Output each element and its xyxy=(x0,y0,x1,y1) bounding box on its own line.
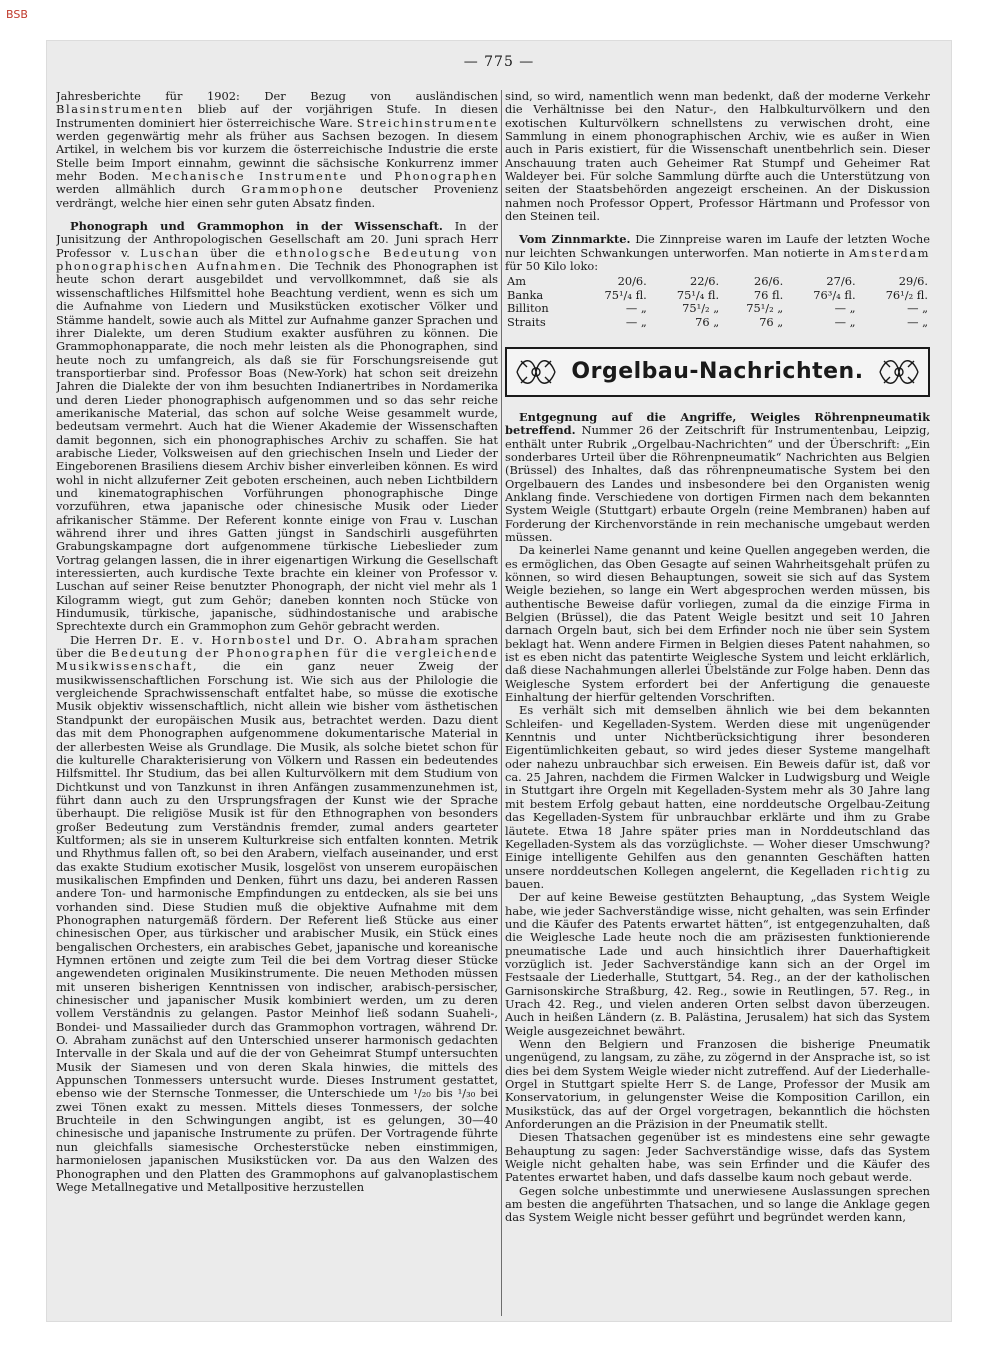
price-cell: 76 fl. xyxy=(753,287,784,302)
price-table-header-cell: 22/6. xyxy=(689,274,720,289)
price-cell: 76 „ xyxy=(695,314,720,329)
text-run: Jahresberichte für 1902: Der Bezug von ausländischen xyxy=(56,90,498,103)
text-run: zu bauen. xyxy=(505,863,930,891)
price-cell: 76 „ xyxy=(759,314,784,329)
emphasis-run: Mechanische Instrumente xyxy=(151,169,348,184)
emphasis-run: richtig xyxy=(860,863,911,878)
text-run: deutscher Provenienz verdrängt, welche hier einen sehr guten Absatz finden. xyxy=(56,182,498,210)
emphasis-run: Luschan xyxy=(140,245,200,260)
text-run: Diesen Thatsachen gegenüber ist es mindestens eine sehr gewagte Behauptung zu sagen: Jeder Sachverständige wisse, dafs das System Weigle nicht gehalten habe, was sein Erfinder und die Käufer des Patentes erwartet haben, und dafs dasselbe kaum noch gebaut werde. xyxy=(505,1130,930,1185)
text-run: Die Herren xyxy=(70,632,142,647)
price-cell: — „ xyxy=(907,314,928,329)
newspaper-page xyxy=(46,40,952,1322)
price-cell: 75¹/₂ „ xyxy=(682,301,720,316)
table-row xyxy=(505,316,930,329)
paragraph xyxy=(505,544,930,704)
emphasis-run: Dr. O. Abraham xyxy=(324,632,440,647)
price-cell: — „ xyxy=(834,301,856,316)
text-run: In der Junisitzung der Anthropologischen Gesellschaft am 20. Juni sprach Herr Professor v. xyxy=(56,219,498,260)
text-run: sprachen über die xyxy=(56,632,498,661)
text-run: die ein ganz neuer Zweig der musikwissenschaftlichen Forschung ist. Wie sich aus der Philologie die vergleichende Sprachwissenschaft entfaltet habe, so müsse die exotische Musik objektiv wissenschaftlich, nicht allein wie bisher vom ästhetischen Standpunkt der europäischen Musik aus, betrachtet werden. Dazu dient das mit dem Phonographen aufgenommene dokumentarische Material in der allerbesten Weise als Grundlage. Die Musik, als solche bietet schon für die kulturelle Charakterisierung von Völkern und Rassen ein bedeutendes Hilfsmittel. Ihr Studium, das bei allen Kulturvölkern mit dem Studium von Dichtkunst und von Tanzkunst in ihren Anfängen zusammenzunehmen ist, führt dann auch zu den Ursprungsfragen der Kunst wie der Sprache überhaupt. Die religiöse Musik ist für den Ethnographen von besonders großer Bedeutung zum Verständnis fremder, zumal anders gearteter Kultformen; als sie in unserem Kulturkreise sich entfalten konnten. Metrik und Rhythmus fallen oft, so bei den Arabern, vielfach auseinander, und erst das exakte Studium exotischer Musik, losgelöst von unserem europäischen musikalischen Empfinden und Denken, führt uns dazu, bei anderen Rassen andere Ton- und harmonische Empfindungen zu entdecken, als sie bei uns vorhanden sind. Diese Studien muß die objektive Aufnahme mit dem Phonographen naturgemäß fördern. Der Referent ließ Stücke aus einer chinesischen Oper, aus türkischer und arabischer Musik, ein Stück eines bengalischen Orchesters, ein arabisches Gebet, japanische und koreanische Hymnen ertönen und zeigte zum Teil die bei dem Vortrag dieser Stücke angewendeten originalen Musikinstrumente. Die neuen Methoden müssen mit unseren bisherigen Kenntnissen von indischer, arabisch-persischer, chinesischer und japanischer Musik kombiniert werden, um zu deren vollem Verständnis zu gelangen. Pastor Meinhof ließ sodann Suaheli-, Bondei- und Massailieder durch das Grammophon vortragen, während Dr. O. Abraham zunächst auf den Unterschied unserer harmonisch gedachten Intervalle in der Skala und auf die der von Geheimrat Stumpf untersuchten Musik der Siamesen und von deren Skala hinwies, die mittels des Appunschen Tonmessers untersucht wurde. Dieses Instrument gestattet, ebenso wie der Sternsche Tonmesser, die Unterschiede um ¹/₂₀ bis ¹/₃₀ bei zwei Tönen exakt zu messen. Mittels dieses Tonmessers, der solche Bruchteile in den Schwingungen angibt, ist es gelungen, 30—40 chinesische und japanische Instrumente zu prüfen. Der Vortragende führte nun gleichfalls siamesische Orchesterstücke neben einstimmigen, harmonielosen japanischen Musikstücken vor. Da aus den Walzen des Phonographen und den Platten des Grammophons auf galvanoplastischem Wege Metallnegative und Metallpositive herzustellen xyxy=(56,659,498,1194)
text-run: werden allmählich durch xyxy=(56,182,242,197)
article-phonograph xyxy=(56,220,498,634)
text-run: Wenn den Belgiern und Franzosen die bisherige Pneumatik ungenügend, zu langsam, zu zähe, zu zögernd in der Ansprache ist, so ist dies bei dem System Weigle wieder nicht zutreffend. Auf der Liederhalle-Orgel in Stuttgart spielte Herr S. de Lange, Professor der Musik am Konservatorium, in gelungenster Weise die Komposition Carillon, ein Musikstück, das auf der Orgel vorgetragen, bekanntlich die höchsten Anforderungen an die Präzision in der Pneumatik stellt. xyxy=(505,1037,930,1132)
price-cell: — „ xyxy=(907,301,928,316)
price-table-header-cell: Am xyxy=(507,274,527,289)
emphasis-run: Dr. E. v. Hornbostel xyxy=(141,632,292,647)
emphasis-run: Amsterdam xyxy=(849,245,930,260)
section-title: Orgelbau-Nachrichten. xyxy=(571,359,864,385)
right-column xyxy=(505,90,930,1316)
table-row xyxy=(505,289,930,302)
text-run: Die Zinnpreise waren im Laufe der letzten Woche nur leichten Schwankungen unterworfen. Man notierte in xyxy=(505,232,930,260)
headline-run: Phonograph und Grammophon in der Wissenschaft. xyxy=(70,219,443,234)
ornament-left-icon xyxy=(513,353,559,391)
price-cell: Straits xyxy=(507,314,546,329)
emphasis-run: Streichinstrumente xyxy=(356,115,498,130)
section-banner xyxy=(505,347,930,397)
paragraph xyxy=(505,90,930,223)
price-cell: — „ xyxy=(625,301,647,316)
price-cell: Billiton xyxy=(507,301,549,316)
text-run: und xyxy=(347,169,395,184)
paragraph xyxy=(505,891,930,1038)
text-run: Nummer 26 der Zeitschrift für Instrumentenbau, Leipzig, enthält unter Rubrik „Orgelbau-Nachrichten“ und der Überschrift: „Ein sonderbares Urteil über die Röhrenpneumatik“ Nachrichten aus Belgien (Brüssel) des Inhaltes, daß das röhrenpneumatische System bei den Orgelbauern des Landes und insbesondere bei den Organisten wenig Anklang finde. Verschiedene von dortigen Firmen nach dem bekannten System Weigle (Stuttgart) erbaute Orgeln (reine Membranen) haben auf Forderung der Kirchenvorstände in rein mechanische umgebaut werden müssen. xyxy=(505,423,930,544)
emphasis-run: Phonographen xyxy=(394,169,498,184)
emphasis-run: Blasinstrumenten xyxy=(56,102,184,117)
text-run: Der auf keine Beweise gestützten Behauptung, „das System Weigle habe, wie jeder Sachverständige wisse, nicht gehalten, was sein Erfinder und die Käufer des Patents erwartet hätten“, ist entgegenzuhalten, daß die Weiglesche Lade heute noch die am präzisesten funktionierende pneumatische Lade und auch hinsichtlich ihrer Dauerhaftigkeit vorzüglich ist. Jeder Sachverständige kann sich an der Orgel im Festsaale der Liederhalle, Stuttgart, 54. Reg., an der der katholischen Garnisonskirche Straßburg, 42. Reg., sowie in Reutlingen, 57. Reg., in Urach 42. Reg., und vielen anderen Orten selbst davon überzeugen. Auch in heißen Ländern (z. B. Palästina, Jerusalem) hat sich das System Weigle ausgezeichnet bewährt. xyxy=(505,890,930,1038)
price-cell: — „ xyxy=(834,314,856,329)
price-cell: 75¹/₄ fl. xyxy=(676,287,720,302)
headline-run: Entgegnung auf die Angriffe, Weigles Röhrenpneumatik betreffend. xyxy=(505,409,930,438)
ornament-right-icon xyxy=(876,353,922,391)
text-run: und xyxy=(291,632,325,647)
left-column xyxy=(56,90,498,1316)
paragraph xyxy=(56,90,498,210)
text-run: für 50 Kilo loko: xyxy=(505,259,599,274)
text-run: Gegen solche unbestimmte und unerwiesene Auslassungen sprechen am besten die angeführten Thatsachen, und so lange die Anklage gegen das System Weigle nicht besser geführt und begründet werden kann, xyxy=(505,1183,930,1225)
price-table-header-cell: 29/6. xyxy=(898,274,928,289)
article-zinnmarkt xyxy=(505,233,930,273)
emphasis-run: Grammophone xyxy=(241,182,345,197)
table-row xyxy=(505,302,930,315)
library-mark: BSB xyxy=(6,8,28,21)
price-cell: 76¹/₂ fl. xyxy=(885,287,928,302)
price-table-header-cell: 26/6. xyxy=(754,274,784,289)
headline-run: Vom Zinnmarkte. xyxy=(519,232,631,247)
text-run: Da keinerlei Name genannt und keine Quellen angegeben werden, die es ermöglichen, das Oben Gesagte auf seinen Wahrheitsgehalt prüfen zu können, so wird diesen Behauptungen, soweit sie sich auf das System Weigle beziehen, so lange ein Wert abgesprochen werden müssen, bis authentische Beweise dafür vorliegen, zumal da die einzige Firma in Belgien (Brüssel), die das Patent Weigle besitzt und seit 10 Jahren darnach Orgeln baut, sich bei dem Erfinder noch nie über sein System beklagt hat. Wenn andere Firmen in Belgien dieses Patent nahahmen, so ist es eben nicht das patentirte Weiglesche System und leicht erklärlich, daß diese Nachahmungen allerlei Übelstände zur Folge haben. Denn das Weiglesche System erfordert bei der Anfertigung die genaueste Einhaltung der hierfür geltenden Vorschriften. xyxy=(505,543,930,705)
emphasis-run: Bedeutung der Phonographen für die vergleichende Musikwissenschaft, xyxy=(56,646,498,674)
page-number: — 775 — xyxy=(463,54,535,70)
paragraph xyxy=(505,1131,930,1184)
paragraph xyxy=(56,634,498,1194)
price-cell: 75¹/₂ „ xyxy=(746,301,784,316)
text-run: blieb auf der vorjährigen Stufe. In diesen Instrumenten dominiert hier österreichische Ware. xyxy=(56,102,498,130)
price-cell: — „ xyxy=(625,314,647,329)
text-run: werden gegenwärtig mehr als früher aus Sachsen bezogen. In diesem Artikel, in welchem bis vor kurzem die österreichische Industrie die erste Stelle beim Import einnahm, gewinnt die sächsische Konkurrenz immer mehr Boden. xyxy=(56,129,498,184)
paragraph xyxy=(505,1185,930,1225)
article-orgelbau xyxy=(505,411,930,544)
price-cell: 76³/₄ fl. xyxy=(813,287,856,302)
text-run: sind, so wird, namentlich wenn man bedenkt, daß der moderne Verkehr die Verhältnisse bei den Natur-, den Halbkulturvölkern und den exotischen Kulturvölkern schnellstens zu verwischen droht, eine Sammlung in einem phonographischen Archiv, wie es außer in Wien auch in Paris existiert, für die Wissenschaft unentbehrlich sein. Dieser Anschauung traten auch Geheimer Rat Stumpf und Geheimer Rat Waldeyer bei. Für solche Sammlung dürfte auch die Unterstützung von seiten der Staatsbehörden angezeigt erscheinen. An der Diskussion nahmen noch Professor Oppert, Professor Härtmann und Professor von den Steinen teil. xyxy=(505,90,930,224)
paragraph xyxy=(505,1038,930,1131)
price-table-body xyxy=(505,289,930,329)
text-run: Die Technik des Phonographen ist heute schon derart ausgebildet und vervollkommnet, daß sie als wissenschaftliches Hilfsmittel hohe Beachtung verdient, wenn es sich um die Aufnahme von Liedern und Musikstücken exotischer Völker und Stämme handelt, sowie auch als Mittel zur Aufnahme ganzer Sprachen und ihrer Dialekte, um deren Studium exakter ausführen zu können. Die Grammophonapparate, die noch mehr leisten als die Phonographen, sind heute noch zu umfangreich, als daß sie für Forschungsreisende gut transportierbar sind. Professor Boas (New-York) hat schon seit dreizehn Jahren die Dialekte der von ihm besuchten Indianertribes in Nordamerika und deren Lieder phonographisch aufgenommen und so das sehr reiche amerikanische Material, das schon auf solche Weise gesammelt wurde, bedeutsam vermehrt. Auch hat die Wiener Akademie der Wissenschaften damit begonnen, sich ein phonographisches Archiv zu schaffen. Sie hat arabische Lieder, Volksweisen auf den griechischen Inseln und Lieder der Eingeborenen Brasiliens diesem Archiv bisher einverleiben können. Es wird wohl in nicht allzuferner Zeit geboten erscheinen, auch neben Lichtbildern und kinematographischen Vorführungen phonographische Dinge vorzuführen, etwa japanische oder chinesische Musik oder Lieder afrikanischer Stämme. Der Referent konnte einige von Frau v. Luschan während ihrer und ihres Gatten jüngst in Sandschirli ausgeführten Grabungskampagne dort aufgenommene türkische Liebeslieder zum Vortrag gelangen lassen, die in ihrer eigenartigen Wirkung die Gesellschaft interessierten, auch kurdische Texte brachte ein kleiner von Professor v. Luschan auf seiner Reise benutzter Phonograph, der nicht viel mehr als 1 Kilogramm wiegt, gut zum Gehör; daneben konnten noch Stücke von Hindumusik, türkische, japanische, südhindostanische und arabische Sprechtexte durch ein Grammophon zum Gehör gebracht werden. xyxy=(56,259,498,634)
emphasis-run: ethnologsche Bedeutung von phonographischen Aufnahmen. xyxy=(56,245,498,274)
text-run: über die xyxy=(199,245,276,260)
text-run: Es verhält sich mit demselben ähnlich wie bei dem bekannten Schleifen- und Kegelladen-System. Werden diese mit ungenügender Kenntnis und unter Nichtberücksichtigung ihrer besonderen Eigentümlichkeiten gebaut, so wird jedes dieser Systeme mangelhaft oder nahezu unbrauchbar sich erweisen. Ein Beweis dafür ist, daß vor ca. 25 Jahren, nachdem die Firmen Walcker in Ludwigsburg und Weigle in Stuttgart ihre Orgeln mit Kegelladen-System mehr als 30 Jahre lang mit bestem Erfolg gebaut hatten, eine norddeutsche Orgelbau-Zeitung das Kegelladen-System für unbrauchbar erklärte und ihm zu Grabe läutete. Etwa 18 Jahre später pries man in Norddeutschland das Kegelladen-System als das vorzüglichste. — Woher dieser Umschwung? Einige intelligente Gehilfen aus den genannten Geschäften hatten unsere norddeutschen Kollegen angelernt, die Kegelladen xyxy=(505,703,930,878)
price-table xyxy=(505,275,930,328)
price-cell: Banka xyxy=(507,287,544,302)
price-table-header-cell: 20/6. xyxy=(617,274,647,289)
price-cell: 75¹/₄ fl. xyxy=(604,287,647,302)
price-table-header xyxy=(505,275,930,288)
price-table-header-cell: 27/6. xyxy=(826,274,856,289)
column-divider xyxy=(501,90,502,1316)
paragraph xyxy=(505,704,930,891)
